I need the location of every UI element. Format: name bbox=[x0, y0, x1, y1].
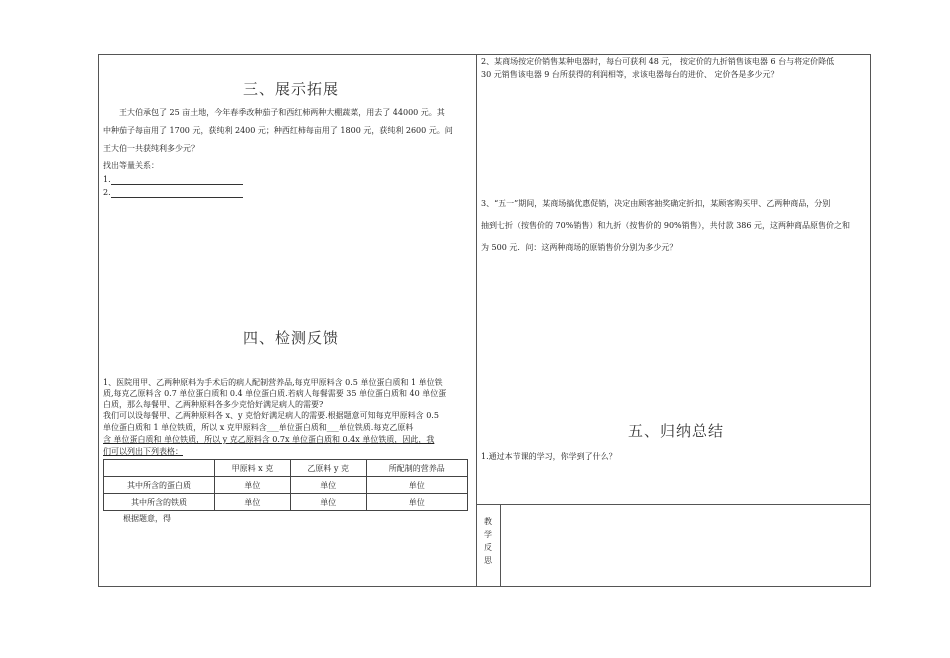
problem-line: 为 500 元．问：这两种商场的原销售价分别为多少元？ bbox=[481, 243, 678, 252]
teaching-reflection-box bbox=[476, 504, 871, 587]
reflection-divider bbox=[500, 504, 501, 587]
table-cell: 单位 bbox=[366, 477, 467, 494]
problem-line: 2、某商场按定价销售某种电器时，每台可获利 48 元， 按定价的九折销售该电器 6 台与将定价降低 bbox=[481, 57, 835, 66]
problem-text-uncle-wang bbox=[103, 104, 471, 158]
reflection-char: 思 bbox=[484, 556, 492, 565]
table-cell: 单位 bbox=[290, 477, 366, 494]
blank-number: 2. bbox=[103, 188, 111, 197]
section-heading-summary: 五、归纳总结 bbox=[628, 422, 725, 440]
blank-number: 1. bbox=[103, 175, 111, 184]
problem-text-q2 bbox=[481, 56, 869, 80]
table-row-label: 其中所含的蛋白质 bbox=[104, 477, 215, 494]
relation-blank-1 bbox=[103, 174, 243, 185]
table-header-cell: 甲原料 x 克 bbox=[215, 460, 291, 477]
table-cell: 单位 bbox=[290, 494, 366, 511]
table-header-cell: 乙原料 y 克 bbox=[290, 460, 366, 477]
teaching-reflection-label bbox=[482, 515, 494, 567]
table-cell: 单位 bbox=[215, 494, 291, 511]
table-header-cell: 所配制的营养品 bbox=[366, 460, 467, 477]
table-header-cell bbox=[104, 460, 215, 477]
problem-line: 含 单位蛋白质和 单位铁质，所以 y 克乙原料含 0.7x 单位蛋白质和 0.4x 单位铁质，因此，我 bbox=[103, 435, 435, 444]
problem-line: 抽到七折（按售价的 70%销售）和九折（按售价的 90%销售），共付款 386 元，这两种商品原售价之和 bbox=[481, 221, 850, 230]
problem-line: 3、“五一”期间，某商场搞优惠促销，决定由顾客抽奖确定折扣，某顾客购买甲、乙两种商品，分别 bbox=[481, 199, 831, 208]
reflection-char: 反 bbox=[484, 543, 492, 552]
table-cell: 单位 bbox=[366, 494, 467, 511]
problem-text-nutrition bbox=[103, 377, 475, 458]
table-cell: 单位 bbox=[215, 477, 291, 494]
answer-line bbox=[111, 176, 243, 185]
problem-line: 我们可以设每餐甲、乙两种原料各 x、y 克恰好满足病人的需要.根据题意可知每克甲原料含 0.5 bbox=[103, 411, 439, 420]
problem-line: 质,每克乙原料含 0.7 单位蛋白质和 0.4 单位蛋白质.若病人每餐需要 35 单位蛋白质和 40 单位蛋 bbox=[103, 389, 447, 398]
table-row bbox=[104, 477, 468, 494]
according-label: 根据题意，得 bbox=[123, 514, 171, 523]
section-heading-feedback: 四、检测反馈 bbox=[243, 329, 340, 347]
reflection-char: 教 bbox=[484, 517, 492, 526]
table-row-label: 其中所含的铁质 bbox=[104, 494, 215, 511]
problem-line: 单位蛋白质和 1 单位铁质，所以 x 克甲原料含___单位蛋白质和___单位铁质.每克乙原料 bbox=[103, 423, 414, 432]
problem-line: 中种茄子每亩用了 1700 元，获纯利 2400 元；种西红柿每亩用了 1800 元，获纯利 2600 元。问 bbox=[103, 126, 453, 135]
problem-line: 1、医院用甲、乙两种原料为手术后的病人配制营养品,每克甲原料含 0.5 单位蛋白质和 1 单位铁 bbox=[103, 378, 443, 387]
relation-blank-2 bbox=[103, 187, 243, 198]
section-heading-expand: 三、展示拓展 bbox=[243, 80, 340, 98]
problem-line: 白质，那么每餐甲、乙两种原料各多少克恰好满足病人的需要? bbox=[103, 400, 324, 409]
table-header-row bbox=[104, 460, 468, 477]
problem-line: 王大伯一共获纯利多少元？ bbox=[103, 144, 199, 153]
problem-line: 王大伯承包了 25 亩土地，今年春季改种茄子和西红柿两种大棚蔬菜，用去了 44000 元。其 bbox=[119, 108, 445, 117]
problem-text-q3 bbox=[481, 193, 869, 259]
reflection-char: 学 bbox=[484, 530, 492, 539]
nutrition-table bbox=[103, 459, 468, 511]
problem-line: 们可以列出下列表格： bbox=[103, 447, 183, 456]
table-row bbox=[104, 494, 468, 511]
find-relation-label: 找出等量关系： bbox=[103, 161, 159, 170]
summary-question: 1.通过本节课的学习，你学到了什么？ bbox=[481, 452, 617, 461]
problem-line: 30 元销售该电器 9 台所获得的利润相等，求该电器每台的进价、 定价各是多少元？ bbox=[481, 70, 779, 79]
answer-line bbox=[111, 189, 243, 198]
